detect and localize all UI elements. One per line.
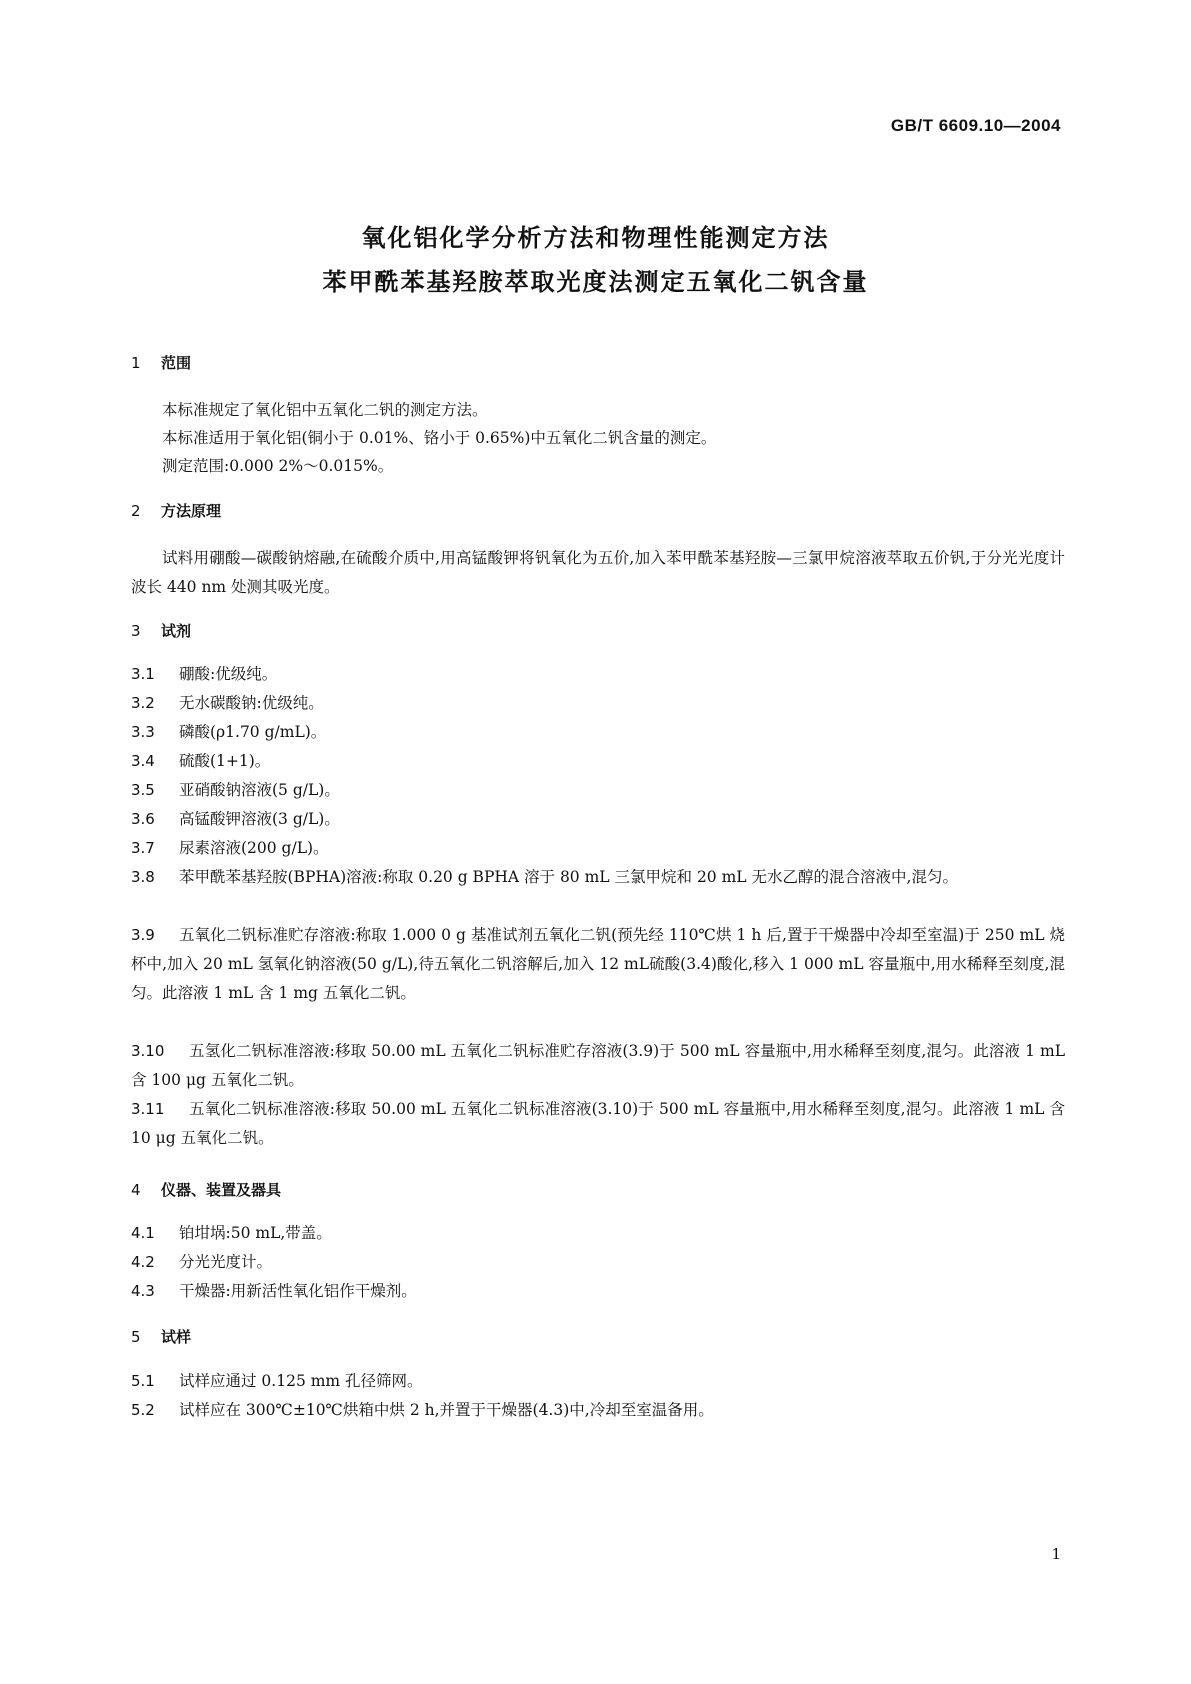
item-text: 苯甲酰苯基羟胺(BPHA)溶液:称取 0.20 g BPHA 溶于 80 mL 三氯甲烷和 20 mL 无水乙醇的混合溶液中,混匀。 (179, 868, 958, 886)
item-text: 磷酸(ρ1.70 g/mL)。 (179, 723, 327, 741)
section-number: 1 (131, 354, 141, 372)
section-1-paragraph-3: 测定范围:0.000 2%～0.015%。 (162, 457, 394, 475)
item-number: 3.2 (131, 694, 155, 712)
section-number: 5 (131, 1328, 141, 1346)
section-heading-2 (131, 500, 221, 521)
section-heading-4 (131, 1179, 281, 1200)
item-number: 3.1 (131, 665, 155, 683)
item-text: 试样应通过 0.125 mm 孔径筛网。 (179, 1372, 423, 1390)
item-text: 无水碳酸钠:优级纯。 (179, 694, 324, 712)
section-1-paragraph-2: 本标准适用于氧化铝(铜小于 0.01%、铬小于 0.65%)中五氧化二钒含量的测定。 (162, 429, 717, 447)
item-number: 5.1 (131, 1372, 155, 1390)
item-number: 4.3 (131, 1282, 155, 1300)
item-text: 高锰酸钾溶液(3 g/L)。 (179, 810, 340, 828)
item-text: 硼酸:优级纯。 (179, 665, 278, 683)
section-title: 方法原理 (161, 502, 222, 520)
item-number: 4.2 (131, 1253, 155, 1271)
item-number: 3.6 (131, 810, 155, 828)
item-text: 硫酸(1+1)。 (179, 752, 271, 770)
page-number: 1 (1051, 1545, 1061, 1563)
item-number: 3.10 (131, 1042, 165, 1060)
section-heading-3 (131, 620, 191, 641)
item-text: 尿素溶液(200 g/L)。 (179, 839, 329, 857)
item-number: 3.8 (131, 868, 155, 886)
list-item-3-10 (131, 1037, 1065, 1095)
item-number: 3.11 (131, 1100, 165, 1118)
section-title: 仪器、装置及器具 (161, 1181, 282, 1199)
list-item-5-1 (131, 1367, 1065, 1396)
item-number: 3.4 (131, 752, 155, 770)
item-text: 五氢化二钒标准溶液:移取 50.00 mL 五氧化二钒标准贮存溶液(3.9)于 500 mL 容量瓶中,用水稀释至刻度,混匀。此溶液 1 mL 含 100 μg 五氧化二钒。 (131, 1042, 1065, 1089)
list-item-4-2 (131, 1248, 1065, 1277)
item-text: 五氧化二钒标准贮存溶液:称取 1.000 0 g 基准试剂五氧化二钒(预先经 110℃烘 1 h 后,置于干燥器中冷却至室温)于 250 mL 烧杯中,加入 20 mL 氢氧化钠溶液(50 g/L),待五氧化二钒溶解后,加入 12 mL硫酸(3.4)酸化,移入 1 000 mL 容量瓶中,用水稀释至刻度,混匀。此溶液 1 mL 含 1 mg 五氧化二钒。 (131, 926, 1065, 1002)
item-number: 3.9 (131, 926, 155, 944)
list-item-3-1 (131, 660, 1065, 689)
list-item-3-4 (131, 747, 1065, 776)
section-number: 3 (131, 622, 141, 640)
section-heading-1 (131, 352, 191, 373)
list-item-3-6 (131, 805, 1065, 834)
standard-code: GB/T 6609.10—2004 (890, 116, 1061, 135)
item-text: 试样应在 300℃±10℃烘箱中烘 2 h,并置于干燥器(4.3)中,冷却至室温备用。 (179, 1401, 714, 1419)
item-text: 亚硝酸钠溶液(5 g/L)。 (179, 781, 340, 799)
section-title: 范围 (161, 354, 192, 372)
section-heading-5 (131, 1326, 191, 1347)
item-number: 3.5 (131, 781, 155, 799)
item-number: 5.2 (131, 1401, 155, 1419)
list-item-3-5 (131, 776, 1065, 805)
item-text: 干燥器:用新活性氧化铝作干燥剂。 (179, 1282, 417, 1300)
document-title-line-1: 氧化铝化学分析方法和物理性能测定方法 (361, 224, 830, 252)
list-item-3-11 (131, 1095, 1065, 1153)
item-text: 五氧化二钒标准溶液:移取 50.00 mL 五氧化二钒标准溶液(3.10)于 500 mL 容量瓶中,用水稀释至刻度,混匀。此溶液 1 mL 含 10 μg 五氧化二钒。 (131, 1100, 1065, 1147)
list-item-3-3 (131, 718, 1065, 747)
item-number: 3.3 (131, 723, 155, 741)
list-item-3-7 (131, 834, 1065, 863)
section-1-paragraph-1: 本标准规定了氧化铝中五氧化二钒的测定方法。 (162, 401, 488, 419)
section-title: 试剂 (161, 622, 192, 640)
item-text: 分光光度计。 (179, 1253, 273, 1271)
list-item-3-8 (131, 863, 1065, 892)
list-item-4-1 (131, 1219, 1065, 1248)
section-number: 2 (131, 502, 141, 520)
item-number: 3.7 (131, 839, 155, 857)
section-number: 4 (131, 1181, 141, 1199)
list-item-5-2 (131, 1396, 1065, 1425)
list-item-3-2 (131, 689, 1065, 718)
item-text: 铂坩埚:50 mL,带盖。 (179, 1224, 332, 1242)
item-number: 4.1 (131, 1224, 155, 1242)
section-2-paragraph-1: 试料用硼酸—碳酸钠熔融,在硫酸介质中,用高锰酸钾将钒氧化为五价,加入苯甲酰苯基羟胺—三氯甲烷溶液萃取五价钒,于分光光度计波长 440 nm 处测其吸光度。 (131, 549, 1065, 596)
document-title-line-2: 苯甲酰苯基羟胺萃取光度法测定五氧化二钒含量 (322, 268, 869, 296)
list-item-4-3 (131, 1277, 1065, 1306)
list-item-3-9 (131, 921, 1065, 1008)
section-title: 试样 (161, 1328, 192, 1346)
